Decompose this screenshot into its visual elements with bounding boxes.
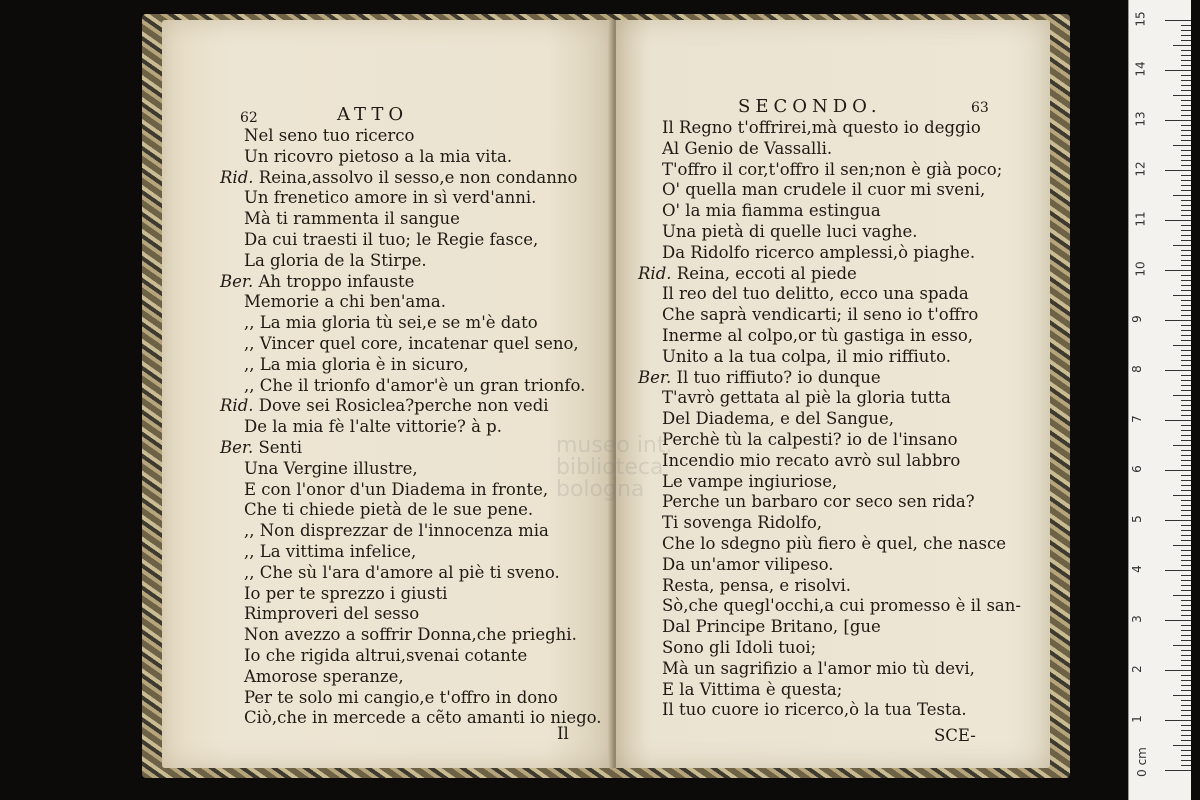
line-text: ,, Che sù l'ara d'amore al piè ti sveno. xyxy=(244,562,560,582)
ruler-number: 7 xyxy=(1129,415,1144,423)
ruler-number: 13 xyxy=(1133,111,1148,127)
line-text: Una pietà di quelle luci vaghe. xyxy=(662,222,918,241)
line-text: Dove sei Rosiclea?perche non vedi xyxy=(258,396,549,416)
text-line xyxy=(244,147,512,167)
line-text: Non avezzo a soffrir Donna,che prieghi. xyxy=(244,625,577,645)
line-text: O' la mia fiamma estingua xyxy=(662,201,881,221)
line-text: T'offro il cor,t'offro il sen;non è già poco; xyxy=(662,159,1003,179)
line-text: Che saprà vendicarti; il seno io t'offro xyxy=(662,305,979,325)
line-text: Che lo sdegno più fiero è quel, che nasce xyxy=(662,534,1006,553)
line-text: Da Ridolfo ricerco amplessi,ò piaghe. xyxy=(662,242,976,262)
text-line xyxy=(244,521,549,541)
line-text: Incendio mio recato avrò sul labbro xyxy=(662,450,961,470)
text-line xyxy=(662,680,842,700)
line-text: Il tuo cuore io ricerco,ò la tua Testa. xyxy=(662,700,967,720)
line-text: Nel seno tuo ricerco xyxy=(244,126,415,145)
line-text: De la mia fè l'alte vittorie? à p. xyxy=(244,417,502,437)
running-header-left: ATTO xyxy=(337,104,409,125)
text-line xyxy=(662,388,951,408)
ruler-number: 3 xyxy=(1129,615,1144,623)
text-line xyxy=(244,480,548,500)
line-text: Reina,assolvo il sesso,e non condanno xyxy=(258,167,578,187)
right-page xyxy=(556,20,1050,768)
text-line xyxy=(662,326,973,346)
line-text: O' quella man crudele il cuor mi sveni, xyxy=(662,180,986,200)
line-text: Il reo del tuo delitto, ecco una spada xyxy=(662,284,969,304)
line-text: ,, Vincer quel core, incatenar quel seno, xyxy=(244,334,579,353)
line-text: E con l'onor d'un Diadema in fronte, xyxy=(244,479,549,499)
text-line xyxy=(662,451,960,471)
line-text: Ti sovenga Ridolfo, xyxy=(662,513,823,533)
text-line xyxy=(244,625,577,645)
text-line xyxy=(220,438,302,458)
text-line xyxy=(244,667,404,687)
text-line xyxy=(638,368,881,388)
line-text: T'avrò gettata al piè la gloria tutta xyxy=(662,388,951,408)
line-text: Rimproveri del sesso xyxy=(244,604,420,624)
line-text: Il Regno t'offrirei,mà questo io deggio xyxy=(662,118,981,137)
text-line xyxy=(244,708,602,728)
text-line xyxy=(244,563,560,583)
text-line xyxy=(244,313,538,333)
ruler-number: 9 xyxy=(1129,315,1144,323)
ruler-number: 6 xyxy=(1129,465,1144,473)
text-line xyxy=(662,160,1002,180)
line-text: Memorie a chi ben'ama. xyxy=(244,292,446,312)
text-line xyxy=(662,534,1006,554)
line-text: Per te solo mi cangio,e t'offro in dono xyxy=(244,687,558,707)
line-text: Un frenetico amore in sì verd'anni. xyxy=(244,188,537,208)
speaker-name: Rid. xyxy=(638,263,672,283)
ruler-number: 11 xyxy=(1133,211,1148,227)
text-line xyxy=(662,472,837,492)
text-line xyxy=(662,409,894,429)
text-line xyxy=(662,638,816,658)
catchword-right: SCE- xyxy=(934,726,976,745)
text-line xyxy=(220,168,577,188)
line-text: Dal Principe Britano, [gue xyxy=(662,617,881,637)
line-text: Mà ti rammenta il sangue xyxy=(244,209,460,229)
text-line xyxy=(662,347,951,367)
ruler-number: 8 xyxy=(1129,365,1144,373)
text-line xyxy=(244,376,585,396)
line-text: La gloria de la Stirpe. xyxy=(244,250,427,270)
text-line xyxy=(662,492,975,512)
line-text: Da cui traesti il tuo; le Regie fasce, xyxy=(244,230,539,249)
line-text: ,, Non disprezzar de l'innocenza mia xyxy=(244,521,549,541)
page-number-right: 63 xyxy=(971,100,989,116)
line-text: Una Vergine illustre, xyxy=(244,458,418,478)
line-text: Un ricovro pietoso a la mia vita. xyxy=(244,146,513,166)
line-text: ,, La vittima infelice, xyxy=(244,542,417,561)
ruler-number: 12 xyxy=(1133,161,1148,177)
running-header-right: SECONDO. xyxy=(738,96,882,117)
line-text: ,, Che il trionfo d'amor'è un gran trionfo. xyxy=(244,375,586,395)
text-line xyxy=(662,222,918,242)
line-text: Ciò,che in mercede a cẽto amanti io niego. xyxy=(244,708,602,728)
line-text: ,, La mia gloria tù sei,e se m'è dato xyxy=(244,313,538,333)
text-line xyxy=(244,417,502,437)
text-line xyxy=(244,251,427,271)
line-text: Senti xyxy=(258,438,303,457)
text-line xyxy=(638,264,857,284)
text-line xyxy=(662,180,985,200)
speaker-name: Rid. xyxy=(220,167,254,187)
line-text: Ah troppo infauste xyxy=(258,271,415,291)
speaker-name: Rid. xyxy=(220,396,254,416)
speaker-name: Ber. xyxy=(220,271,254,291)
ruler-number: 1 xyxy=(1129,715,1144,723)
line-text: Perchè tù la calpesti? io de l'insano xyxy=(662,430,958,449)
text-line xyxy=(244,604,419,624)
text-line xyxy=(244,459,418,479)
text-line xyxy=(662,576,851,596)
catchword-left: Il xyxy=(557,724,569,743)
text-line xyxy=(662,139,832,159)
library-stamp: museo int. biblioteca bologna xyxy=(556,433,673,502)
ruler-number: 5 xyxy=(1129,515,1144,523)
line-text: Che ti chiede pietà de le sue pene. xyxy=(244,500,534,520)
ruler-number: 14 xyxy=(1133,61,1148,77)
line-text: Il tuo riffiuto? io dunque xyxy=(676,367,881,387)
ruler-number: 15 xyxy=(1133,11,1148,27)
text-line xyxy=(244,584,447,604)
text-line xyxy=(662,118,981,138)
line-text: Io per te sprezzo i giusti xyxy=(244,583,448,603)
book xyxy=(142,14,1070,778)
text-line xyxy=(244,292,446,312)
text-line xyxy=(244,188,536,208)
text-line xyxy=(662,513,822,533)
line-text: ,, La mia gloria è in sicuro, xyxy=(244,354,469,374)
ruler-number: 10 xyxy=(1133,261,1148,277)
line-text: Mà un sagrifizio a l'amor mio tù devi, xyxy=(662,658,975,678)
line-text: E la Vittima è questa; xyxy=(662,679,843,699)
line-text: Le vampe ingiuriose, xyxy=(662,471,838,491)
line-text: Unito a la tua colpa, il mio riffiuto. xyxy=(662,346,951,366)
left-page xyxy=(162,20,614,768)
text-line xyxy=(244,500,533,520)
ruler-number: 2 xyxy=(1129,665,1144,673)
text-line xyxy=(220,272,414,292)
text-line xyxy=(244,230,538,250)
text-line xyxy=(662,243,975,263)
line-text: Perche un barbaro cor seco sen rida? xyxy=(662,492,975,512)
text-line xyxy=(220,396,549,416)
ruler-unit-label: 0 cm xyxy=(1134,747,1149,777)
text-line xyxy=(244,334,579,354)
text-line xyxy=(244,355,469,375)
line-text: Sono gli Idoli tuoi; xyxy=(662,638,817,657)
text-line xyxy=(662,659,975,679)
text-line xyxy=(244,209,460,229)
text-line xyxy=(662,596,1021,616)
text-line xyxy=(244,126,414,146)
text-line xyxy=(662,555,834,575)
text-line xyxy=(244,646,527,666)
line-text: Amorose speranze, xyxy=(244,666,404,686)
line-text: Da un'amor vilipeso. xyxy=(662,554,834,574)
line-text: Al Genio de Vassalli. xyxy=(662,138,833,158)
measuring-ruler xyxy=(1128,0,1191,800)
line-text: Reina, eccoti al piede xyxy=(676,263,857,283)
speaker-name: Ber. xyxy=(220,438,254,457)
text-line xyxy=(662,700,967,720)
text-line xyxy=(662,617,881,637)
text-line xyxy=(662,284,969,304)
text-line xyxy=(662,201,881,221)
line-text: Io che rigida altrui,svenai cotante xyxy=(244,646,528,665)
text-line xyxy=(662,305,978,325)
text-line xyxy=(244,688,558,708)
line-text: Del Diadema, e del Sangue, xyxy=(662,409,894,429)
speaker-name: Ber. xyxy=(638,367,672,387)
line-text: Sò,che quegl'occhi,a cui promesso è il san- xyxy=(662,596,1021,616)
page-number-left: 62 xyxy=(240,110,258,126)
line-text: Resta, pensa, e risolvi. xyxy=(662,575,852,595)
text-line xyxy=(244,542,416,562)
line-text: Inerme al colpo,or tù gastiga in esso, xyxy=(662,326,974,345)
text-line xyxy=(662,430,958,450)
ruler-number: 4 xyxy=(1129,565,1144,573)
